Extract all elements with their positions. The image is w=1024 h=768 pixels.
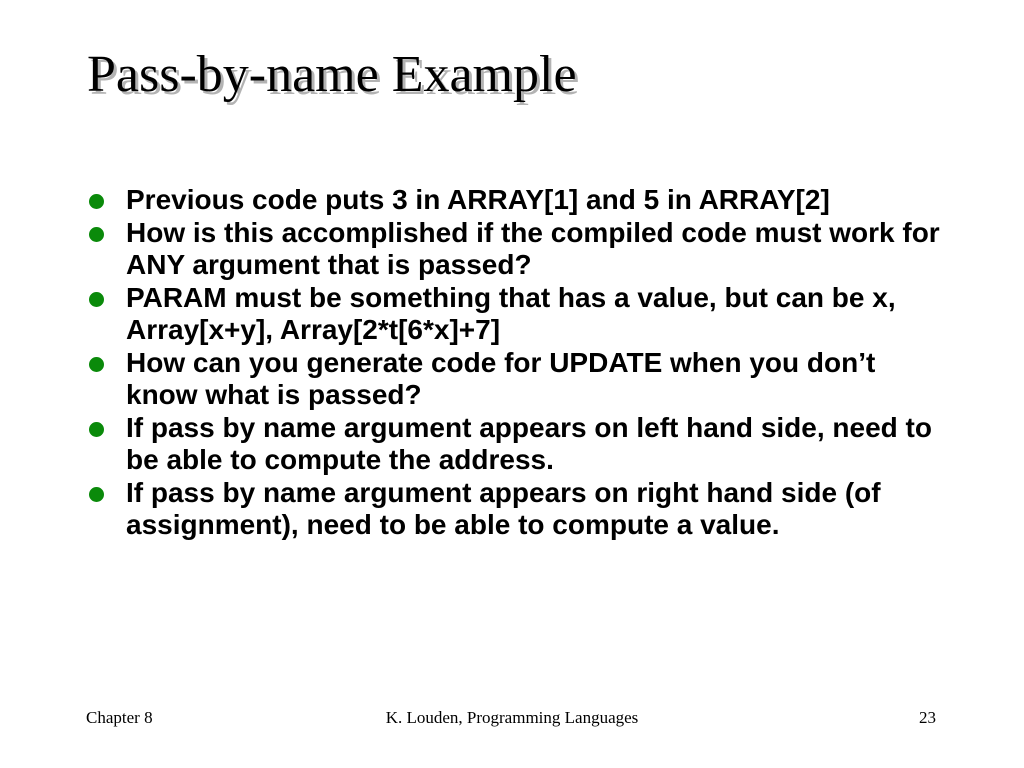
- bullet-dot-icon: [89, 194, 104, 209]
- bullet-item: [86, 347, 946, 412]
- bullet-text: How is this accomplished if the compiled code must work for ANY argument that is passed?: [126, 216, 940, 280]
- bullet-item: [86, 217, 946, 282]
- bullet-item: [86, 477, 946, 542]
- slide-title: Pass-by-name Example: [87, 46, 577, 103]
- bullet-dot-icon: [89, 227, 104, 242]
- bullet-text: If pass by name argument appears on right hand side (of assignment), need to be able to compute a value.: [126, 476, 881, 540]
- page-number: 23: [919, 708, 936, 727]
- bullet-item: [86, 184, 946, 217]
- bullet-item: [86, 282, 946, 347]
- bullet-text: If pass by name argument appears on left hand side, need to be able to compute the address.: [126, 411, 932, 475]
- bullet-text: How can you generate code for UPDATE when you don’t know what is passed?: [126, 346, 876, 410]
- bullet-item: [86, 412, 946, 477]
- footer-chapter: Chapter 8: [86, 708, 153, 727]
- bullet-dot-icon: [89, 357, 104, 372]
- bullet-text: Previous code puts 3 in ARRAY[1] and 5 in ARRAY[2]: [126, 184, 830, 215]
- footer-course: K. Louden, Programming Languages: [385, 708, 639, 727]
- bullet-list: [86, 184, 946, 542]
- bullet-text: PARAM must be something that has a value, but can be x, Array[x+y], Array[2*t[6*x]+7]: [126, 281, 896, 345]
- bullet-dot-icon: [89, 422, 104, 437]
- bullet-dot-icon: [89, 487, 104, 502]
- bullet-dot-icon: [89, 292, 104, 307]
